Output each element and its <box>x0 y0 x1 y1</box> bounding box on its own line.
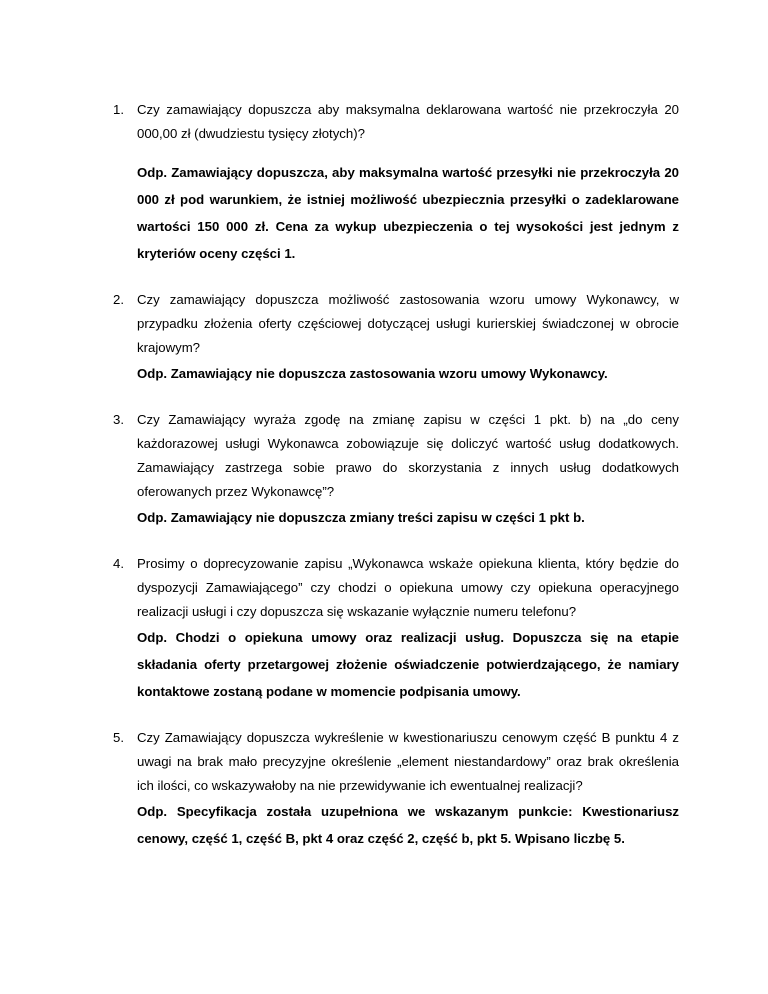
answer-text: Odp. Zamawiający dopuszcza, aby maksymalna wartość przesyłki nie przekroczyła 20 000 zł pod warunkiem, że istniej możliwość ubezpiecznia przesyłki o zadeklarowane wartości 150 000 zł. Cena za wykup ubezpieczenia o tej wysokości jest jednym z kryteriów oceny części 1. <box>137 165 679 261</box>
answer-text: Odp. Specyfikacja została uzupełniona we wskazanym punkcie: Kwestionariusz cenowy, część 1, część B, pkt 4 oraz część 2, część b, pkt 5. Wpisano liczbę 5. <box>137 804 679 846</box>
item-number: 3. <box>113 412 124 427</box>
qa-list <box>113 98 679 873</box>
question-text: Czy zamawiający dopuszcza możliwość zastosowania wzoru umowy Wykonawcy, w przypadku złożenia oferty częściowej dotyczącej usługi kurierskiej świadczonej w obrocie krajowym? <box>137 292 679 355</box>
qa-item-1 <box>113 98 679 267</box>
qa-item-5 <box>113 726 679 852</box>
item-number: 5. <box>113 730 124 745</box>
answer-text: Odp. Zamawiający nie dopuszcza zmiany treści zapisu w części 1 pkt b. <box>137 510 585 525</box>
question-text: Czy Zamawiający dopuszcza wykreślenie w kwestionariuszu cenowym część B punktu 4 z uwagi na brak mało precyzyjne określenie „element niestandardowy” oraz brak określenia ich ilości, co wskazywałoby na nie przewidywanie ich ewentualnej realizacji? <box>137 730 679 793</box>
qa-item-3 <box>113 408 679 531</box>
item-number: 2. <box>113 292 124 307</box>
qa-item-2 <box>113 288 679 387</box>
answer-text: Odp. Zamawiający nie dopuszcza zastosowania wzoru umowy Wykonawcy. <box>137 366 608 381</box>
question-text: Czy zamawiający dopuszcza aby maksymalna deklarowana wartość nie przekroczyła 20 000,00 zł (dwudziestu tysięcy złotych)? <box>137 102 679 141</box>
answer-text: Odp. Chodzi o opiekuna umowy oraz realizacji usług. Dopuszcza się na etapie składania oferty przetargowej złożenie oświadczenie potwierdzającego, że namiary kontaktowe zostaną podane w momencie podpisania umowy. <box>137 630 679 699</box>
qa-item-4 <box>113 552 679 705</box>
item-number: 4. <box>113 556 124 571</box>
question-text: Prosimy o doprecyzowanie zapisu „Wykonawca wskaże opiekuna klienta, który będzie do dyspozycji Zamawiającego” czy chodzi o opiekuna umowy czy opiekuna operacyjnego realizacji usługi i czy dopuszcza się wskazanie wyłącznie numeru telefonu? <box>137 556 679 619</box>
question-text: Czy Zamawiający wyraża zgodę na zmianę zapisu w części 1 pkt. b) na „do ceny każdorazowej usługi Wykonawca zobowiązuje się doliczyć wartość usług dodatkowych. Zamawiający zastrzega sobie prawo do skorzystania z innych usług dodatkowych oferowanych przez Wykonawcę”? <box>137 412 679 499</box>
item-number: 1. <box>113 102 124 117</box>
